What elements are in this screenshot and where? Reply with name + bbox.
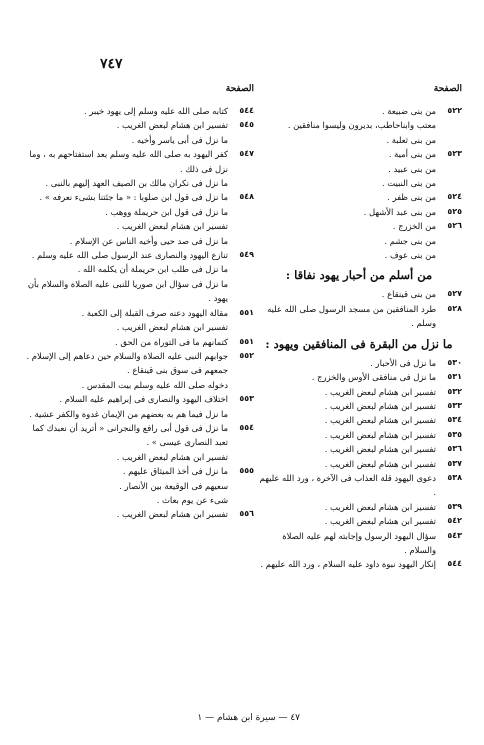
toc-entry-page: ٥٣٢ bbox=[447, 386, 462, 396]
toc-entry-page: ٥٣٧ bbox=[447, 458, 462, 468]
toc-entry-page: ٥٥٥ bbox=[239, 466, 254, 476]
toc-entry-title: من الخزرج . bbox=[392, 221, 436, 232]
toc-entry-page: ٥٢٥ bbox=[447, 206, 462, 216]
toc-entry bbox=[256, 287, 462, 301]
toc-entry-title: من بنى ثعلبة . bbox=[386, 134, 436, 145]
toc-entry-title: تفسير ابن هشام لبعض الغريب . bbox=[324, 458, 436, 469]
toc-entry bbox=[256, 442, 462, 456]
toc-entry-title: شىء عن يوم بعاث . bbox=[156, 494, 228, 505]
toc-entry-title: تفسير ابن هشام لبعض الغريب . bbox=[116, 509, 228, 520]
toc-entry-title: اختلاف اليهود والنصارى فى إبراهيم عليه السلام . bbox=[59, 394, 228, 405]
toc-entry-page: ٥٣٥ bbox=[447, 429, 462, 439]
toc-entry-title: من بنى عبد الأشهل . bbox=[363, 206, 436, 217]
toc-entry-title: تفسير ابن هشام لبعض الغريب . bbox=[116, 322, 228, 333]
toc-entry bbox=[18, 392, 254, 406]
toc-entry bbox=[256, 428, 462, 442]
toc-entry bbox=[18, 450, 254, 464]
toc-entry-page: ٥٣٨ bbox=[447, 472, 462, 482]
toc-entry-title: تفسير ابن هشام لبعض الغريب . bbox=[116, 451, 228, 462]
toc-entry-title: طرد المنافقين من مسجد الرسول صلى الله عليه وسلم . bbox=[267, 303, 436, 329]
toc-entry-page: ٥٤٨ bbox=[239, 192, 254, 202]
toc-entry bbox=[18, 421, 254, 450]
toc-entry-page: ٥٢٦ bbox=[447, 221, 462, 231]
toc-entry-title: من بنى النبيت . bbox=[381, 178, 436, 189]
toc-entry-title: من بنى ضبيعة . bbox=[381, 106, 436, 116]
toc-entry bbox=[18, 176, 254, 190]
toc-entry bbox=[256, 399, 462, 413]
toc-entry bbox=[18, 104, 254, 118]
toc-entry-page: ٥٤٤ bbox=[447, 559, 462, 569]
toc-entry-title: ما نزل فى الأحبار . bbox=[370, 357, 436, 368]
toc-entry-title: من بنى ظفر . bbox=[387, 192, 436, 203]
toc-entry-title: ما نزل فى نكران مالك بن الصيف العهد إليهم بالنبى . bbox=[45, 178, 228, 189]
toc-entry-title: إنكار اليهود نبوة داود عليه السلام ، ورد الله عليهم . bbox=[260, 559, 436, 570]
toc-entry-title: تفسير ابن هشام لبعض الغريب . bbox=[116, 120, 228, 131]
toc-entry-page: ٥٤٢ bbox=[447, 516, 462, 526]
toc-entry bbox=[18, 349, 254, 363]
toc-entry-title: تفسير ابن هشام لبعض الغريب . bbox=[116, 221, 228, 232]
toc-entry-page: ٥٤٤ bbox=[239, 106, 254, 115]
toc-entry-title: ما نزل فى منافقى الأوس والخزرج . bbox=[311, 372, 436, 383]
right-column-entries bbox=[256, 104, 462, 572]
toc-entry-page: ٥٢٢ bbox=[447, 106, 462, 115]
toc-entry-title: تنازع اليهود والنصارى عند الرسول صلى الله عليه وسلم . bbox=[31, 250, 228, 261]
toc-entry-title: تفسير ابن هشام لبعض الغريب . bbox=[324, 400, 436, 411]
right-column-header: الصفحة bbox=[433, 84, 462, 94]
toc-entry-title: ما نزل فى طلب ابن حريملة أن يكلمه الله . bbox=[77, 264, 228, 275]
toc-entry bbox=[18, 277, 254, 306]
toc-entry-title: مقالة اليهود دعنه صرف القبلة إلى الكعبة . bbox=[81, 307, 228, 318]
toc-entry-page: ٥٢٨ bbox=[447, 303, 462, 313]
toc-entry bbox=[18, 205, 254, 219]
toc-entry bbox=[256, 219, 462, 233]
toc-entry bbox=[256, 557, 462, 571]
toc-entry bbox=[18, 320, 254, 334]
toc-entry bbox=[18, 493, 254, 507]
toc-entry bbox=[256, 176, 462, 190]
toc-entry-title: معتب وابناحاطب، بديرون وليسوا منافقين . bbox=[287, 120, 436, 131]
toc-entry bbox=[256, 471, 462, 500]
toc-entry bbox=[256, 147, 462, 161]
toc-entry-page: ٥٥٦ bbox=[239, 509, 254, 519]
toc-entry bbox=[18, 378, 254, 392]
toc-entry-title: ما نزل فى قول ابن صلوبا : « ما جئتنا بشىء نعرفه » . bbox=[39, 192, 228, 203]
toc-entry-page: ٥٤٩ bbox=[239, 250, 254, 260]
toc-entry bbox=[18, 234, 254, 248]
left-column-header: الصفحة bbox=[225, 84, 254, 94]
toc-entry bbox=[256, 205, 462, 219]
toc-entry-title: دعوى اليهود قلة العذاب فى الآخرة ، ورد الله عليهم . bbox=[259, 472, 436, 498]
toc-entry-title: تفسير ابن هشام لبعض الغريب . bbox=[324, 501, 436, 512]
toc-entry-title: كتمانهم ما فى التوراة من الحق . bbox=[115, 336, 228, 347]
toc-entry-title: من بنى عبيد . bbox=[388, 163, 436, 174]
toc-entry-page: ٥٥٤ bbox=[239, 422, 254, 432]
toc-entry bbox=[256, 356, 462, 370]
right-column bbox=[256, 84, 462, 572]
toc-entry-title: من بنى عوف . bbox=[384, 250, 436, 261]
toc-entry bbox=[256, 529, 462, 558]
toc-entry-title: تفسير ابن هشام لبعض الغريب . bbox=[324, 415, 436, 426]
toc-entry-page: ٥٢٤ bbox=[447, 192, 462, 202]
toc-entry-title: ما نزل فى قول أبى رافع والنجرانى « أتريد أن نعبدك كما تعبد النصارى عيسى » . bbox=[32, 422, 228, 448]
left-column bbox=[18, 84, 254, 522]
toc-entry bbox=[18, 262, 254, 276]
toc-entry-title: جوابهم النبى عليه الصلاة والسلام حين دعاهم إلى الإسلام . bbox=[26, 350, 228, 361]
toc-entry-title: تفسير ابن هشام لبعض الغريب . bbox=[324, 444, 436, 455]
toc-entry bbox=[18, 133, 254, 147]
page-number: ٧٤٧ bbox=[100, 56, 123, 72]
toc-entry-title: تفسير ابن هشام لبعض الغريب . bbox=[324, 429, 436, 440]
toc-entry-page: ٥٣٤ bbox=[447, 415, 462, 425]
toc-entry-page: ٥٥٣ bbox=[239, 394, 254, 404]
toc-entry bbox=[18, 118, 254, 132]
toc-entry-page: ٥٢٧ bbox=[447, 289, 462, 299]
toc-entry-title: سؤال اليهود الرسول وإجابته لهم عليه الصلاة والسلام . bbox=[282, 530, 436, 555]
toc-entry-page: ٥٣٠ bbox=[447, 357, 462, 367]
toc-entry bbox=[18, 335, 254, 349]
toc-entry bbox=[256, 457, 462, 471]
toc-entry bbox=[18, 219, 254, 233]
toc-entry bbox=[18, 306, 254, 320]
toc-entry-title: من بنى أمية . bbox=[388, 149, 436, 160]
toc-entry-page: ٥٥٢ bbox=[239, 350, 254, 360]
toc-entry-page: ٥٣١ bbox=[447, 372, 462, 382]
toc-entry-title: جمعهم فى سوق بنى قينقاع . bbox=[127, 365, 228, 376]
toc-entry-title: دخوله صلى الله عليه وسلم بيت المقدس . bbox=[81, 379, 228, 390]
toc-entry bbox=[256, 500, 462, 514]
toc-entry-page: ٥٥١ bbox=[239, 336, 254, 346]
toc-entry-title: تفسير ابن هشام لبعض الغريب . bbox=[324, 516, 436, 527]
toc-entry bbox=[256, 248, 462, 262]
toc-entry-page: ٥٤٥ bbox=[239, 120, 254, 130]
toc-entry-title: ما نزل فى أخذ الميثاق عليهم . bbox=[122, 466, 228, 477]
toc-entry-page: ٥٢٣ bbox=[447, 149, 462, 159]
toc-entry-page: ٥٣٦ bbox=[447, 444, 462, 454]
toc-entry-title: من بنى قينقاع . bbox=[381, 289, 436, 300]
toc-entry bbox=[256, 302, 462, 331]
left-column-entries bbox=[18, 104, 254, 522]
toc-entry-page: ٥٤٧ bbox=[239, 149, 254, 159]
toc-entry-page: ٥٤٣ bbox=[447, 530, 462, 540]
section-heading: ما نزل من البقرة فى المنافقين ويهود : bbox=[265, 336, 453, 351]
toc-entry bbox=[256, 118, 462, 132]
toc-entry bbox=[18, 479, 254, 493]
toc-entry-title: من بنى جشم . bbox=[384, 235, 436, 246]
section-heading: من أسلم من أحبار يهود نفاقا : bbox=[285, 268, 433, 283]
toc-entry-title: ما نزل فى قول ابن حريملة ووهب . bbox=[105, 206, 228, 217]
toc-entry bbox=[18, 363, 254, 377]
toc-entry bbox=[256, 190, 462, 204]
toc-entry bbox=[18, 147, 254, 176]
toc-entry bbox=[18, 507, 254, 521]
toc-entry-title: كتابه صلى الله عليه وسلم إلى يهود خيبر . bbox=[83, 106, 228, 116]
toc-entry bbox=[256, 162, 462, 176]
toc-entry-title: ما نزل فى سؤال ابن صوريا للنبى عليه الصلاة والسلام بأن يهود . bbox=[27, 278, 228, 304]
toc-entry-title: ما نزل فيما هم به بعضهم من الإيمان غدوة والكفر عشية . bbox=[29, 408, 228, 419]
toc-entry-title: ما نزل فى أبى ياسر وأخيه . bbox=[131, 134, 228, 145]
toc-entry-title: سعيهم فى الوقيعة بين الأنصار . bbox=[119, 480, 228, 491]
toc-entry bbox=[256, 385, 462, 399]
page-footer: ٤٧ — سيرة ابن هشام — ١ bbox=[197, 713, 300, 723]
toc-entry bbox=[256, 370, 462, 384]
toc-entry bbox=[18, 248, 254, 262]
toc-entry bbox=[256, 514, 462, 528]
toc-entry bbox=[18, 190, 254, 204]
toc-entry-page: ٥٥١ bbox=[239, 307, 254, 317]
toc-entry bbox=[18, 464, 254, 478]
toc-entry bbox=[18, 407, 254, 421]
toc-entry bbox=[256, 133, 462, 147]
toc-entry-title: تفسير ابن هشام لبعض الغريب . bbox=[324, 386, 436, 397]
toc-entry-title: ما نزل فى صد حيى وأخيه الناس عن الإسلام . bbox=[69, 235, 228, 246]
toc-entry-page: ٥٣٣ bbox=[447, 400, 462, 410]
toc-entry-title: كفر اليهود به صلى الله عليه وسلم بعد استفتاحهم به ، وما نزل فى ذلك . bbox=[29, 149, 228, 174]
toc-entry-page: ٥٣٩ bbox=[447, 501, 462, 511]
toc-entry bbox=[256, 413, 462, 427]
toc-entry bbox=[256, 104, 462, 118]
toc-entry bbox=[256, 234, 462, 248]
